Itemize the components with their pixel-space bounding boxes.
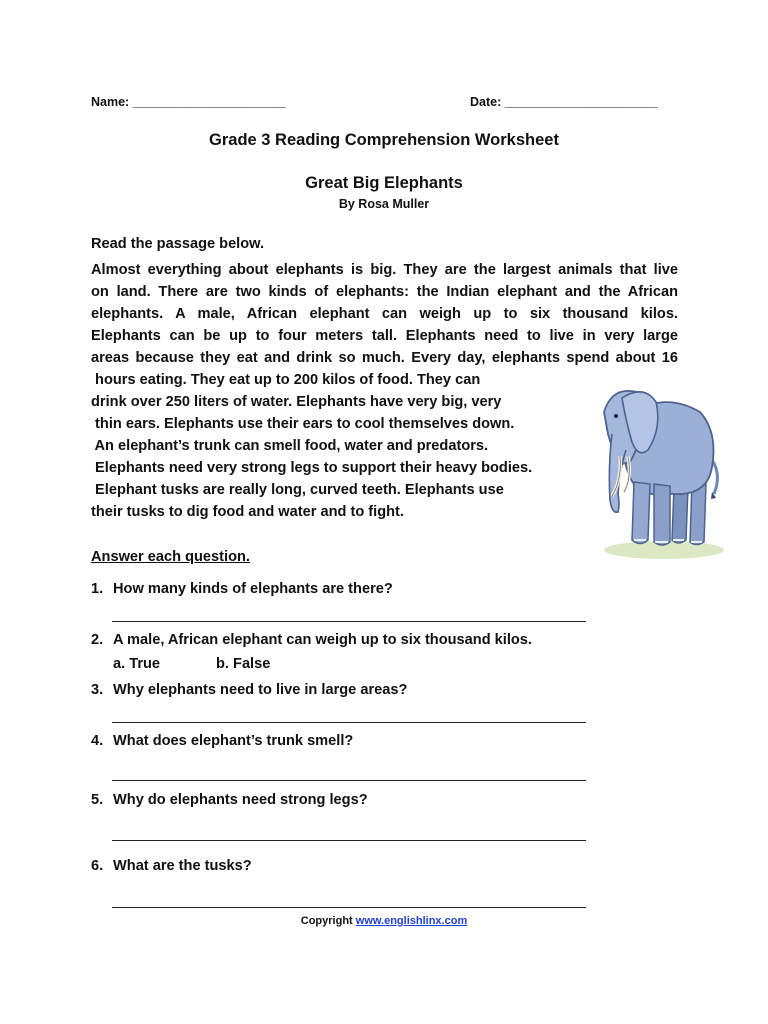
instruction: Read the passage below. (91, 236, 265, 252)
question-4 (91, 733, 353, 749)
answer-heading: Answer each question. (91, 549, 250, 565)
passage-line: elephants. A male, African elephant can weigh up to six thousand kilos. (91, 306, 678, 322)
question-text: What does elephant’s trunk smell? (113, 733, 354, 749)
story-title: Great Big Elephants (305, 174, 463, 192)
answer-line-4[interactable] (112, 780, 586, 781)
passage-line: Elephants can be up to four meters tall. Elephants need to live in very large (91, 328, 678, 344)
answer-line-3[interactable] (112, 722, 586, 723)
website-link[interactable]: www.englishlinx.com (355, 915, 468, 927)
question-2-option-a[interactable]: a. True (113, 656, 161, 672)
answer-line-1[interactable] (112, 621, 586, 622)
passage-line: Almost everything about elephants is big. They are the largest animals that live (91, 262, 678, 278)
passage-line: Elephant tusks are really long, curved teeth. Elephants use (91, 482, 504, 498)
footer (0, 915, 768, 927)
question-number: 5. (91, 792, 104, 808)
worksheet-title: Grade 3 Reading Comprehension Worksheet (209, 131, 559, 149)
question-number: 2. (91, 632, 104, 648)
story-byline: By Rosa Muller (338, 197, 430, 211)
question-number: 6. (91, 858, 104, 874)
passage-line: Elephants need very strong legs to support their heavy bodies. (91, 460, 533, 476)
question-text: Why do elephants need strong legs? (113, 792, 368, 808)
passage-line: An elephant’s trunk can smell food, water and predators. (91, 438, 489, 454)
passage-line: hours eating. They eat up to 200 kilos of food. They can (91, 372, 481, 388)
question-2 (91, 632, 532, 648)
question-number: 1. (91, 581, 104, 597)
question-1 (91, 581, 393, 597)
passage-line: areas because they eat and drink so much. Every day, elephants spend about 16 (91, 350, 678, 366)
passage-line: drink over 250 liters of water. Elephants have very big, very (91, 394, 502, 410)
copyright-label: Copyright (300, 915, 353, 927)
passage-line: on land. There are two kinds of elephants: the Indian elephant and the African (91, 284, 678, 300)
passage-line: thin ears. Elephants use their ears to cool themselves down. (91, 416, 515, 432)
question-text: How many kinds of elephants are there? (113, 581, 393, 597)
name-field[interactable]: Name: ______________________ (91, 95, 286, 109)
question-5 (91, 792, 368, 808)
answer-line-6[interactable] (112, 907, 586, 908)
question-number: 4. (91, 733, 104, 749)
question-text: A male, African elephant can weigh up to six thousand kilos. (113, 632, 532, 648)
elephant-illustration (582, 372, 732, 567)
answer-line-5[interactable] (112, 840, 586, 841)
question-text: What are the tusks? (113, 858, 252, 874)
question-text: Why elephants need to live in large areas? (113, 682, 408, 698)
question-3 (91, 682, 407, 698)
question-6 (91, 858, 252, 874)
passage-line: their tusks to dig food and water and to fight. (91, 504, 404, 520)
question-2-option-b[interactable]: b. False (216, 656, 271, 672)
date-field[interactable]: Date: ______________________ (470, 95, 658, 109)
question-number: 3. (91, 682, 104, 698)
